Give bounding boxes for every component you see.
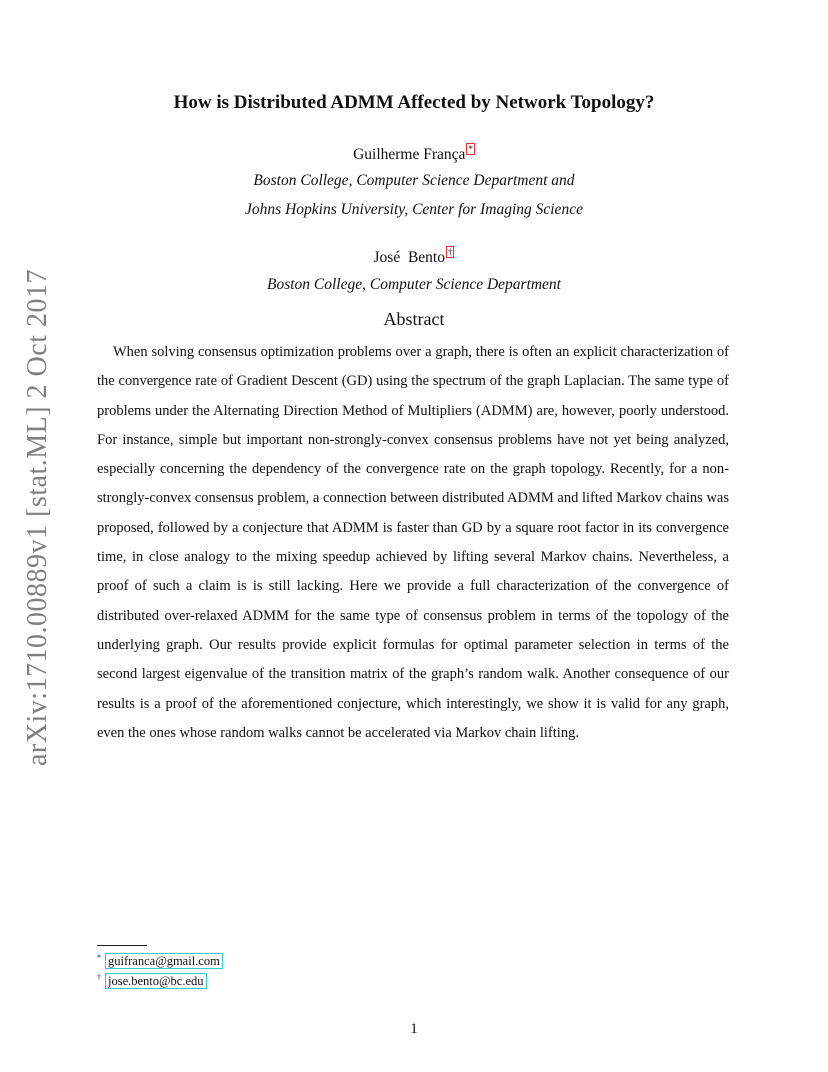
page-number: 1 bbox=[410, 1021, 418, 1037]
author-name-1-line bbox=[0, 143, 828, 164]
paper-title: How is Distributed ADMM Affected by Network Topology? bbox=[173, 92, 655, 113]
abstract-heading: Abstract bbox=[383, 309, 445, 329]
footnote-2 bbox=[97, 973, 207, 989]
footnote-link-2[interactable]: † bbox=[447, 247, 453, 257]
author-name: José Bento bbox=[373, 249, 445, 266]
author-affiliation: Boston College, Computer Science Department and bbox=[253, 172, 575, 189]
author-affiliation: Boston College, Computer Science Department bbox=[266, 276, 561, 293]
author-name-2-line bbox=[0, 246, 828, 267]
footnote-mark: † bbox=[97, 973, 101, 982]
footnote-link-1[interactable]: * bbox=[468, 144, 473, 154]
abstract-body: When solving consensus optimization problems over a graph, there is often an explicit characterization of the convergence rate of Gradient Descent (GD) using the spectrum of the graph Laplacian. The same type of problems under the Alternating Direction Method of Multipliers (ADMM) are, however, poorly understood. For instance, simple but important non-strongly-convex consensus problems have not yet being analyzed, especially concerning the dependency of the convergence rate on the graph topology. Recently, for a non-strongly-convex consensus problem, a connection between distributed ADMM and lifted Markov chains was proposed, followed by a conjecture that ADMM is faster than GD by a square root factor in its convergence time, in close analogy to the mixing speedup achieved by lifting several Markov chains. Nevertheless, a proof of such a claim is is still lacking. Here we provide a full characterization of the convergence of distributed over-relaxed ADMM for the same type of consensus problem in terms of the topology of the underlying graph. Our results provide explicit formulas for optimal parameter selection in terms of the second largest eigenvalue of the transition matrix of the graph’s random walk. Another consequence of our results is a proof of the aforementioned conjecture, which interestingly, we show it is valid for any graph, even the ones whose random walks cannot be accelerated via Markov chain lifting. bbox=[97, 344, 729, 741]
email-link[interactable]: guifranca@gmail.com bbox=[105, 953, 223, 969]
footnote-1 bbox=[97, 953, 223, 969]
footnote-mark: * bbox=[97, 953, 101, 962]
footnote-divider bbox=[97, 945, 147, 946]
email-link[interactable]: jose.bento@bc.edu bbox=[105, 973, 207, 989]
arxiv-identifier-stamp: arXiv:1710.00889v1 [stat.ML] 2 Oct 2017 bbox=[22, 269, 53, 766]
author-name: Guilherme França bbox=[353, 146, 466, 163]
author-affiliation: Johns Hopkins University, Center for Imaging Science bbox=[245, 201, 583, 218]
